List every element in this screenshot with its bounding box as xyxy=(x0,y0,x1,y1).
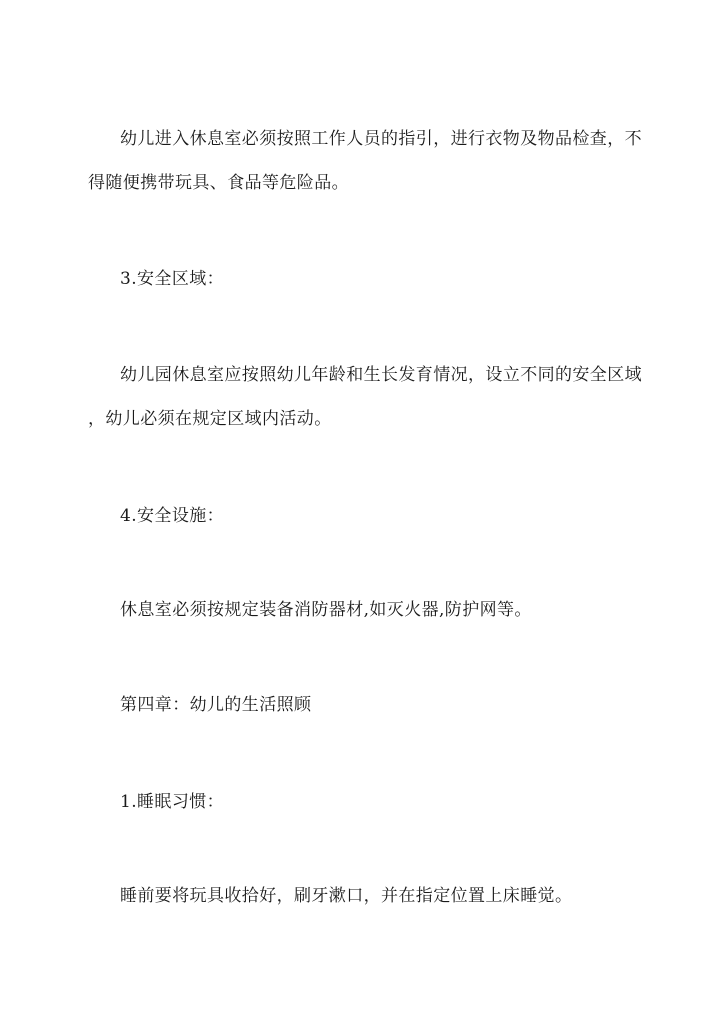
paragraph-line: 得随便携带玩具、食品等危险品。 xyxy=(88,173,349,193)
paragraph-line: 幼儿进入休息室必须按照工作人员的指引，进行衣物及物品检查，不 xyxy=(120,129,642,149)
section-heading: 4.安全设施： xyxy=(120,506,225,526)
paragraph-line: 幼儿园休息室应按照幼儿年龄和生长发育情况，设立不同的安全区域 xyxy=(120,365,642,385)
section-heading: 3.安全区域： xyxy=(120,269,225,289)
chapter-heading: 第四章：幼儿的生活照顾 xyxy=(120,695,312,715)
paragraph-line: 休息室必须按规定装备消防器材,如灭火器,防护网等。 xyxy=(120,600,532,620)
section-heading: 1.睡眠习惯： xyxy=(120,792,225,812)
paragraph-line: ，幼儿必须在规定区域内活动。 xyxy=(88,409,332,429)
paragraph-line: 睡前要将玩具收拾好，刷牙漱口，并在指定位置上床睡觉。 xyxy=(120,886,573,906)
